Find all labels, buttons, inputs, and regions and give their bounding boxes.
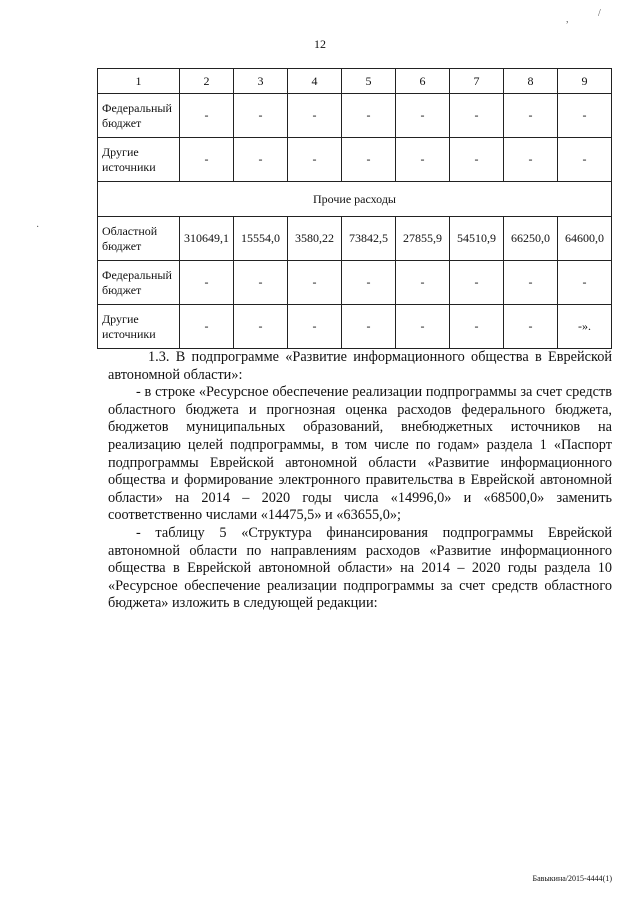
paragraph-heading: 1.3. В подпрограмме «Развитие информационного общества в Еврейской автономной области»: [108, 349, 612, 383]
table-row [98, 94, 612, 138]
document-code: Бавыкина/2015-4444(1) [532, 874, 612, 883]
table-cell: - [234, 261, 288, 305]
scan-mark: / [598, 8, 601, 19]
table-row [98, 261, 612, 305]
table-cell: -». [558, 305, 612, 349]
table-cell: 64600,0 [558, 217, 612, 261]
table-cell: 73842,5 [342, 217, 396, 261]
table-cell: 66250,0 [504, 217, 558, 261]
table-cell: - [504, 94, 558, 138]
budget-table [97, 68, 612, 349]
table-cell: - [288, 138, 342, 182]
row-label: Другие источники [98, 305, 180, 349]
table-cell: - [180, 305, 234, 349]
section-row [98, 182, 612, 217]
row-label: Федеральный бюджет [98, 261, 180, 305]
row-label: Другие источники [98, 138, 180, 182]
page-number: 12 [314, 37, 326, 51]
table-cell: - [180, 138, 234, 182]
table-cell: - [396, 305, 450, 349]
table-cell: - [504, 261, 558, 305]
table-row [98, 138, 612, 182]
table-cell: 54510,9 [450, 217, 504, 261]
table-row [98, 305, 612, 349]
paragraph: - таблицу 5 «Структура финансирования подпрограммы Еврейской автономной области по направлениям расходов «Развитие информационного общества в Еврейской автономной области» на 2014 – 2020 годы раздела 10 «Ресурсное обеспечение реализации подпрограммы за счет средств областного бюджета» изложить в следующей редакции: [108, 524, 612, 612]
table-row [98, 217, 612, 261]
table-cell: - [342, 261, 396, 305]
row-label: Федеральный бюджет [98, 94, 180, 138]
table-cell: - [450, 94, 504, 138]
header-cell: 6 [396, 69, 450, 94]
table-cell: - [288, 261, 342, 305]
header-row [98, 69, 612, 94]
header-cell: 9 [558, 69, 612, 94]
header-cell: 8 [504, 69, 558, 94]
table-cell: - [180, 261, 234, 305]
table-cell: - [396, 138, 450, 182]
table-cell: - [504, 138, 558, 182]
table-cell: - [396, 261, 450, 305]
table-cell: - [342, 138, 396, 182]
header-cell: 1 [98, 69, 180, 94]
table-cell: - [450, 138, 504, 182]
table-cell: 27855,9 [396, 217, 450, 261]
body-text [108, 349, 612, 613]
table-cell: - [558, 138, 612, 182]
header-cell: 4 [288, 69, 342, 94]
table-cell: 15554,0 [234, 217, 288, 261]
table-cell: - [396, 94, 450, 138]
table-cell: 3580,22 [288, 217, 342, 261]
table-cell: - [234, 305, 288, 349]
table-cell: - [558, 261, 612, 305]
table-cell: 310649,1 [180, 217, 234, 261]
header-cell: 3 [234, 69, 288, 94]
row-label: Областной бюджет [98, 217, 180, 261]
header-cell: 5 [342, 69, 396, 94]
table-cell: - [558, 94, 612, 138]
table-cell: - [288, 94, 342, 138]
scan-mark: , [566, 14, 569, 25]
table-cell: - [450, 261, 504, 305]
table-cell: - [234, 94, 288, 138]
table-cell: - [450, 305, 504, 349]
table-cell: - [234, 138, 288, 182]
header-cell: 2 [180, 69, 234, 94]
table-cell: - [504, 305, 558, 349]
section-title: Прочие расходы [98, 182, 612, 217]
paragraph: - в строке «Ресурсное обеспечение реализации подпрограммы за счет средств областного бюджета и прогнозная оценка расходов федерального бюджета, бюджетов муниципальных образований, внебюджетных источников на реализацию целей подпрограммы, в том числе по годам» раздела 1 «Паспорт подпрограммы Еврейской автономной области «Развитие информационного общества и формирование электронного правительства в Еврейской автономной области» на 2014 – 2020 годы числа «14996,0» и «68500,0» заменить соответственно числами «14475,5» и «63655,0»; [108, 384, 612, 524]
table-cell: - [342, 94, 396, 138]
table-cell: - [288, 305, 342, 349]
table-cell: - [180, 94, 234, 138]
scan-mark: · [36, 222, 40, 233]
header-cell: 7 [450, 69, 504, 94]
table-cell: - [342, 305, 396, 349]
